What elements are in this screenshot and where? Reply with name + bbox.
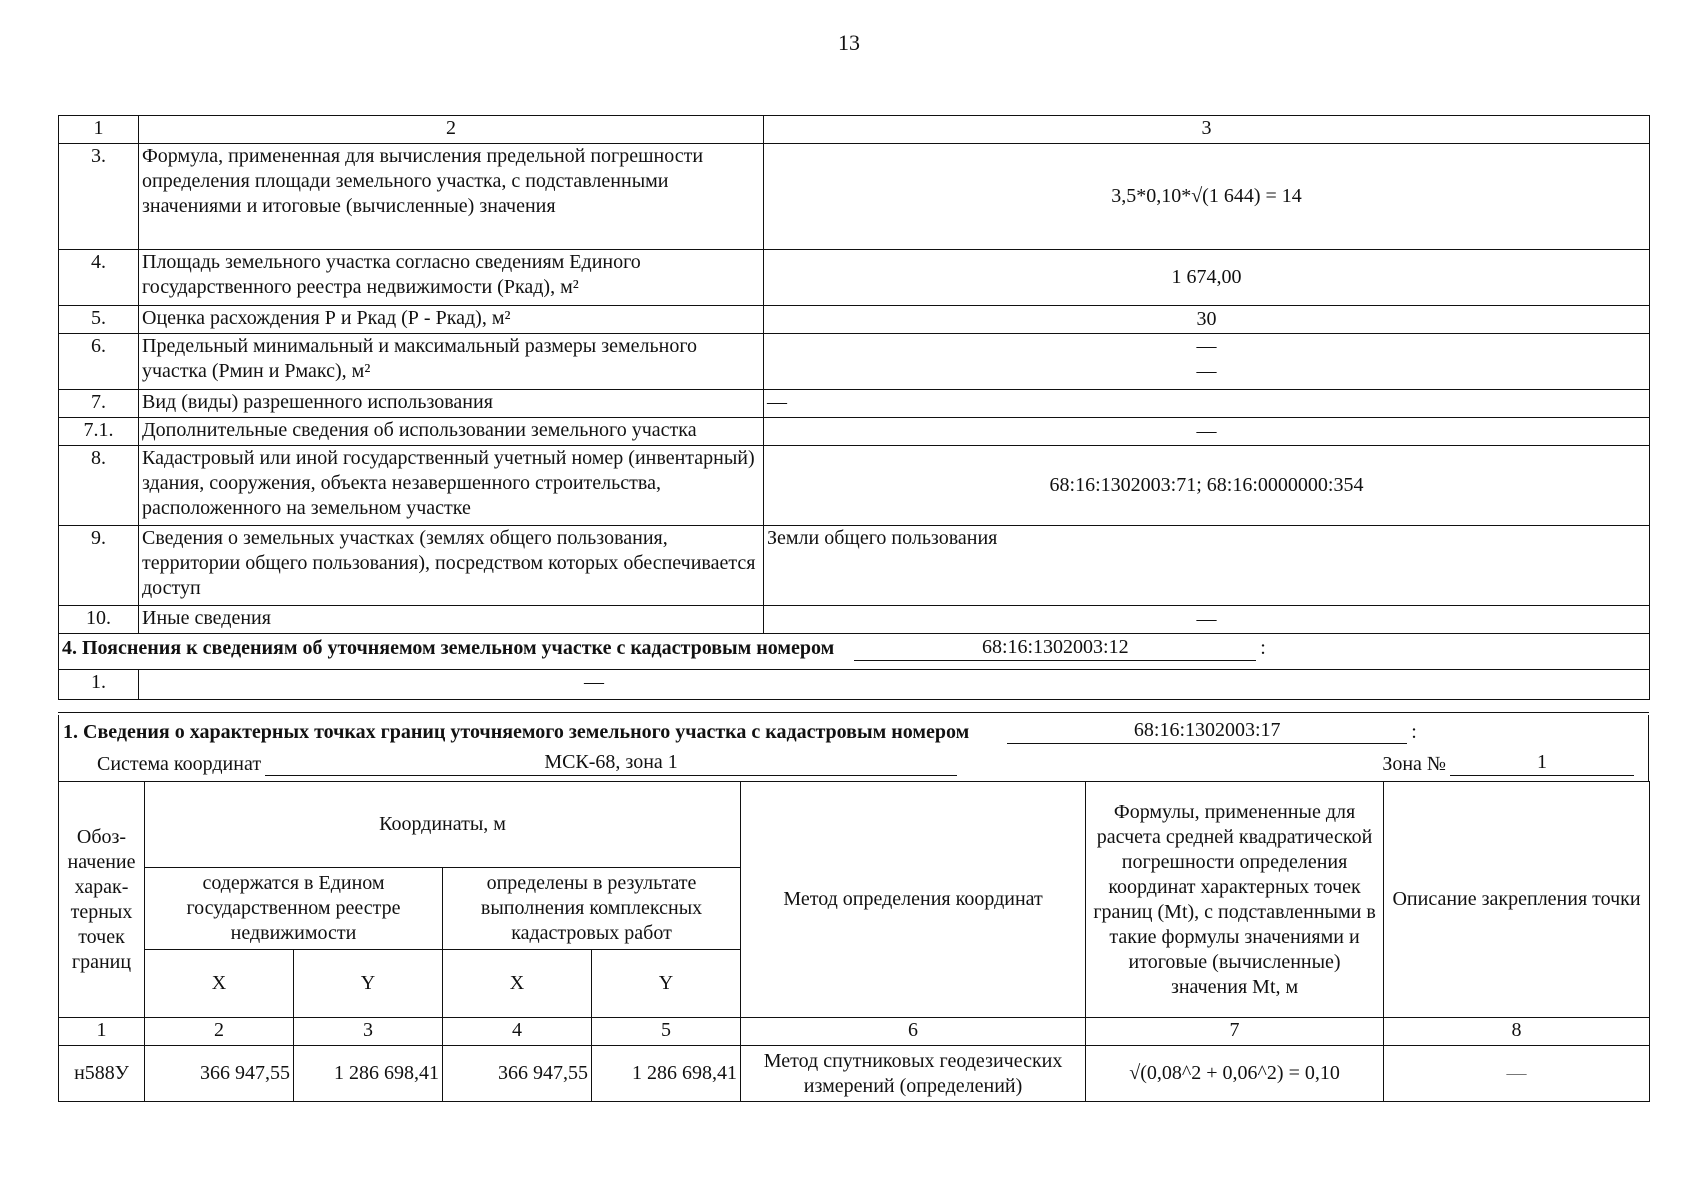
header-description: Описание закрепления точки xyxy=(1384,782,1650,1018)
row-label: Сведения о земельных участках (землях общего пользования, территории общего пользования), посредством которых обеспечивается доступ xyxy=(139,526,764,606)
row-label: Дополнительные сведения об использовании земельного участка xyxy=(139,418,764,446)
row-label: Оценка расхождения Р и Ркад (Р - Ркад), м² xyxy=(139,306,764,334)
row-label: Предельный минимальный и максимальный размеры земельного участка (Рмин и Рмакс), м² xyxy=(139,334,764,390)
col-number: 8 xyxy=(1384,1018,1650,1046)
coord-system-value: МСК-68, зона 1 xyxy=(265,749,957,776)
header-y-determined: Y xyxy=(592,950,741,1018)
col-header-2: 2 xyxy=(139,116,764,144)
header-y-egrn: Y xyxy=(294,950,443,1018)
col-header-3: 3 xyxy=(764,116,1650,144)
header-x-determined: X xyxy=(443,950,592,1018)
col-header-1: 1 xyxy=(59,116,139,144)
row-number: 7.1. xyxy=(59,418,139,446)
row-value: 3,5*0,10*√(1 644) = 14 xyxy=(764,144,1650,250)
method-value: Метод спутниковых геодезических измерений (определений) xyxy=(741,1046,1086,1102)
min-size-value: — xyxy=(1196,335,1217,357)
row-value: — xyxy=(764,606,1650,634)
header-designation: Обоз-начение харак-терных точек границ xyxy=(59,782,145,1018)
table-row xyxy=(59,418,1650,446)
x-determined-value: 366 947,55 xyxy=(443,1046,592,1102)
row-number: 3. xyxy=(59,144,139,250)
row-label: Площадь земельного участка согласно сведениям Единого государственного реестра недвижимости (Ркад), м² xyxy=(139,250,764,306)
table-row xyxy=(59,390,1650,418)
section-1-colon: : xyxy=(1411,721,1417,743)
x-egrn-value: 366 947,55 xyxy=(145,1046,294,1102)
section-1-cadastral-number: 68:16:1302003:17 xyxy=(1007,717,1407,744)
row-value: 30 xyxy=(764,306,1650,334)
row-number: 9. xyxy=(59,526,139,606)
description-value: — xyxy=(1384,1046,1650,1102)
table-row xyxy=(59,334,1650,390)
row-number: 10. xyxy=(59,606,139,634)
parcel-info-table xyxy=(58,115,1650,700)
table-row xyxy=(59,670,1650,700)
header-formulas: Формулы, примененные для расчета средней квадратической погрешности определения координат характерных точек границ (Mt), с подставленными в такие формулы значениями и итоговые (вычисленные) значения Mt, м xyxy=(1086,782,1384,1018)
row-label: Кадастровый или иной государственный учетный номер (инвентарный) здания, сооружения, объекта незавершенного строительства, расположенного на земельном участке xyxy=(139,446,764,526)
mt-value: √(0,08^2 + 0,06^2) = 0,10 xyxy=(1086,1046,1384,1102)
table-row xyxy=(59,1046,1650,1102)
table-row xyxy=(59,606,1650,634)
table-row xyxy=(59,144,1650,250)
coord-system-label: Система координат xyxy=(97,753,262,775)
zone-value: 1 xyxy=(1450,749,1634,776)
table-row xyxy=(59,250,1650,306)
section-4-title: 4. Пояснения к сведениям об уточняемом земельном участке с кадастровым номером xyxy=(62,637,835,659)
boundary-points-table xyxy=(58,781,1650,1102)
row-number: 6. xyxy=(59,334,139,390)
section-4-colon: : xyxy=(1260,637,1266,659)
section-1-header xyxy=(58,715,1649,781)
header-method: Метод определения координат xyxy=(741,782,1086,1018)
row-value xyxy=(764,334,1650,390)
row-value: 1 674,00 xyxy=(764,250,1650,306)
header-x-egrn: X xyxy=(145,950,294,1018)
section-1-title: 1. Сведения о характерных точках границ уточняемого земельного участка с кадастровым номером xyxy=(63,721,970,743)
row-value: — xyxy=(764,418,1650,446)
col-number: 6 xyxy=(741,1018,1086,1046)
row-label: Формула, примененная для вычисления предельной погрешности определения площади земельного участка, с подставленными значениями и итоговые (вычисленные) значения xyxy=(139,144,764,250)
max-size-value: — xyxy=(1196,360,1217,382)
point-designation: н588У xyxy=(59,1046,145,1102)
section-4-cadastral-number: 68:16:1302003:12 xyxy=(854,634,1256,661)
y-egrn-value: 1 286 698,41 xyxy=(294,1046,443,1102)
row-value xyxy=(139,670,1650,700)
column-header-row xyxy=(59,116,1650,144)
section-4-header xyxy=(59,634,1650,670)
row-value: — xyxy=(764,390,1650,418)
col-number: 2 xyxy=(145,1018,294,1046)
row-number: 7. xyxy=(59,390,139,418)
page-number: 13 xyxy=(838,30,860,55)
table-row xyxy=(59,446,1650,526)
zone-label: Зона № xyxy=(1382,753,1446,775)
header-egrn: содержатся в Едином государственном реестре недвижимости xyxy=(145,868,443,950)
header-coordinates: Координаты, м xyxy=(145,782,741,868)
col-number: 1 xyxy=(59,1018,145,1046)
col-number: 5 xyxy=(592,1018,741,1046)
section-4-header-row xyxy=(59,634,1650,670)
table-row xyxy=(59,526,1650,606)
section-4-row-value: — xyxy=(584,671,604,693)
row-number: 5. xyxy=(59,306,139,334)
column-number-row xyxy=(59,1018,1650,1046)
y-determined-value: 1 286 698,41 xyxy=(592,1046,741,1102)
header-determined: определены в результате выполнения комплексных кадастровых работ xyxy=(443,868,741,950)
row-value: 68:16:1302003:71; 68:16:0000000:354 xyxy=(764,446,1650,526)
row-number: 1. xyxy=(59,670,139,700)
col-number: 4 xyxy=(443,1018,592,1046)
table-row xyxy=(59,306,1650,334)
col-number: 7 xyxy=(1086,1018,1384,1046)
row-number: 4. xyxy=(59,250,139,306)
row-label: Иные сведения xyxy=(139,606,764,634)
col-number: 3 xyxy=(294,1018,443,1046)
row-number: 8. xyxy=(59,446,139,526)
row-label: Вид (виды) разрешенного использования xyxy=(139,390,764,418)
row-value: Земли общего пользования xyxy=(764,526,1650,606)
